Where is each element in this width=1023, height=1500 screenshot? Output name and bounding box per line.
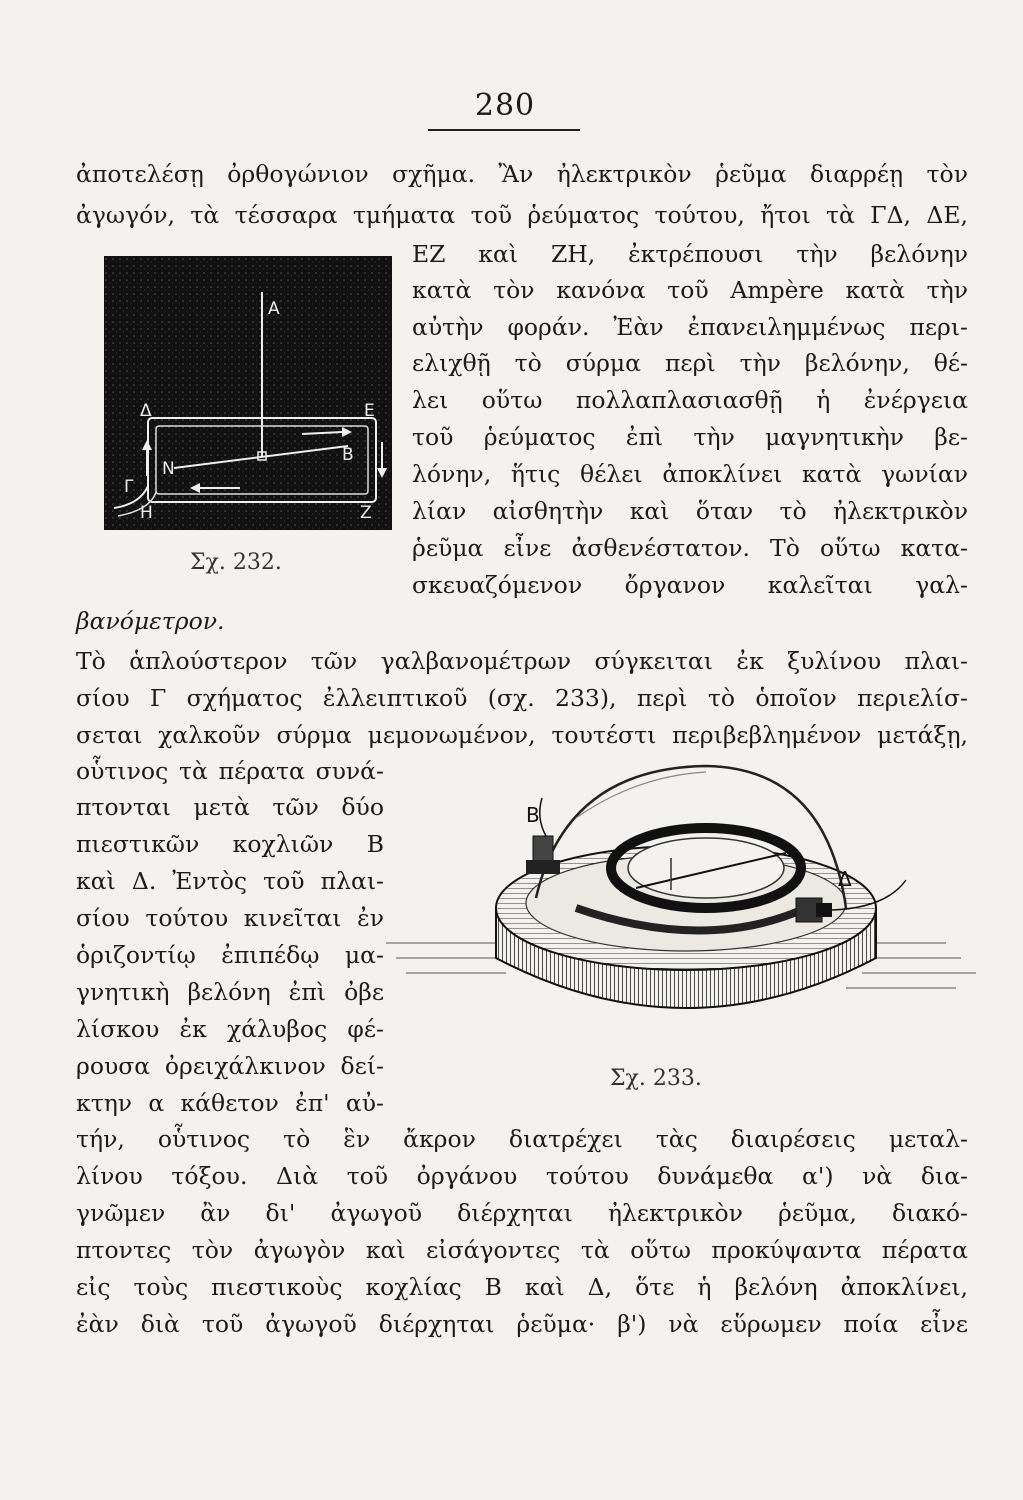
text-line: λόνην, ἥτις θέλει ἀποκλίνει κατὰ γωνίαν bbox=[412, 460, 968, 488]
text-line: σεται χαλκοῦν σύρμα μεμονωμένον, τουτέστι περιβεβλημένον μετάξῃ, bbox=[76, 721, 968, 749]
text-line: καὶ Δ. Ἐντὸς τοῦ πλαι- bbox=[76, 867, 384, 895]
text-line: οὗτινος τὰ πέρατα συνά- bbox=[76, 757, 384, 785]
text-line: γνητικὴ βελόνη ἐπὶ ὀβε bbox=[76, 978, 384, 1006]
text-line: σίου Γ σχήματος ἐλλειπτικοῦ (σχ. 233), περὶ τὸ ὁποῖον περιελίσ- bbox=[76, 684, 968, 712]
text-line: λίαν αἰσθητὴν καὶ ὅταν τὸ ἠλεκτρικὸν bbox=[412, 497, 968, 525]
text-line: σίου τούτου κινεῖται ἐν bbox=[76, 904, 384, 932]
text-line: ἐὰν διὰ τοῦ ἀγωγοῦ διέρχηται ῥεῦμα· β') νὰ εὕρωμεν ποία εἶνε bbox=[76, 1310, 968, 1338]
text-line: αὐτὴν φοράν. Ἐὰν ἐπανειλημμένως περι- bbox=[412, 313, 968, 341]
fig232-label-z: Z bbox=[360, 503, 372, 523]
text-line: Τὸ ἁπλούστερον τῶν γαλβανομέτρων σύγκειται ἐκ ξυλίνου πλαι- bbox=[76, 647, 968, 675]
fig232-label-delta: Δ bbox=[140, 401, 152, 421]
fig233-label-b: B bbox=[526, 803, 540, 827]
text-line: ἀγωγόν, τὰ τέσσαρα τμήματα τοῦ ῥεύματος τούτου, ἤτοι τὰ ΓΔ, ΔΕ, bbox=[76, 201, 968, 229]
text-line: πιεστικῶν κοχλιῶν Β bbox=[76, 830, 384, 858]
text-line: ῥεῦμα εἶνε ἀσθενέστατον. Τὸ οὕτω κατα- bbox=[412, 534, 968, 562]
text-line: κατὰ τὸν κανόνα τοῦ Ampère κατὰ τὴν bbox=[412, 276, 968, 304]
text-line: ὁριζοντίῳ ἐπιπέδῳ μα- bbox=[76, 941, 384, 969]
text-line: εἰς τοὺς πιεστικοὺς κοχλίας Β καὶ Δ, ὅτε ἡ βελόνη ἀποκλίνει, bbox=[76, 1273, 968, 1301]
figure-232-diagram bbox=[104, 256, 392, 530]
fig232-label-b: B bbox=[342, 445, 354, 465]
text-line: λίσκου ἐκ χάλυβος φέ- bbox=[76, 1015, 384, 1043]
text-line: βανόμετρον. bbox=[76, 607, 225, 635]
text-line: σκευαζόμενον ὄργανον καλεῖται γαλ- bbox=[412, 571, 968, 599]
text-line: ἀποτελέσῃ ὀρθογώνιον σχῆμα. Ἂν ἠλεκτρικὸν ῥεῦμα διαρρέῃ τὸν bbox=[76, 160, 968, 188]
fig232-label-e: E bbox=[364, 401, 375, 421]
text-line: γνῶμεν ἂν δι' ἀγωγοῦ διέρχηται ἠλεκτρικὸν ῥεῦμα, διακό- bbox=[76, 1199, 968, 1227]
page-number: 280 bbox=[474, 88, 536, 123]
text-line: λίνου τόξου. Διὰ τοῦ ὀργάνου τούτου δυνάμεθα α') νὰ δια- bbox=[76, 1162, 968, 1190]
fig232-label-a: A bbox=[268, 299, 280, 319]
text-line: ρουσα ὀρειχάλκινον δεί- bbox=[76, 1052, 384, 1080]
text-line: ΕΖ καὶ ΖΗ, ἐκτρέπουσι τὴν βελόνην bbox=[412, 240, 968, 268]
text-line: πτονται μετὰ τῶν δύο bbox=[76, 793, 384, 821]
text-line: τοῦ ῥεύματος ἐπὶ τὴν μαγνητικὴν βε- bbox=[412, 423, 968, 451]
fig232-label-gamma: Γ bbox=[124, 477, 134, 497]
figure-233-caption: Σχ. 233. bbox=[610, 1066, 702, 1091]
fig233-label-delta: Δ bbox=[838, 867, 852, 891]
text-line: πτοντες τὸν ἀγωγὸν καὶ εἰσάγοντες τὰ οὕτω προκύψαντα πέρατα bbox=[76, 1236, 968, 1264]
text-line: ελιχθῇ τὸ σύρμα περὶ τὴν βελόνην, θέ- bbox=[412, 349, 968, 377]
figure-233-galvanometer bbox=[386, 758, 986, 1058]
fig232-label-n: N bbox=[162, 459, 175, 479]
text-line: λει οὕτω πολλαπλασιασθῇ ἡ ἐνέργεια bbox=[412, 386, 968, 414]
text-line: τήν, οὗτινος τὸ ἓν ἄκρον διατρέχει τὰς διαιρέσεις μεταλ- bbox=[76, 1125, 968, 1153]
fig232-label-h: H bbox=[140, 503, 153, 523]
text-line: κτην α κάθετον ἐπ' αὐ- bbox=[76, 1089, 384, 1117]
page-number-rule bbox=[428, 129, 580, 131]
figure-232-caption: Σχ. 232. bbox=[190, 550, 282, 575]
